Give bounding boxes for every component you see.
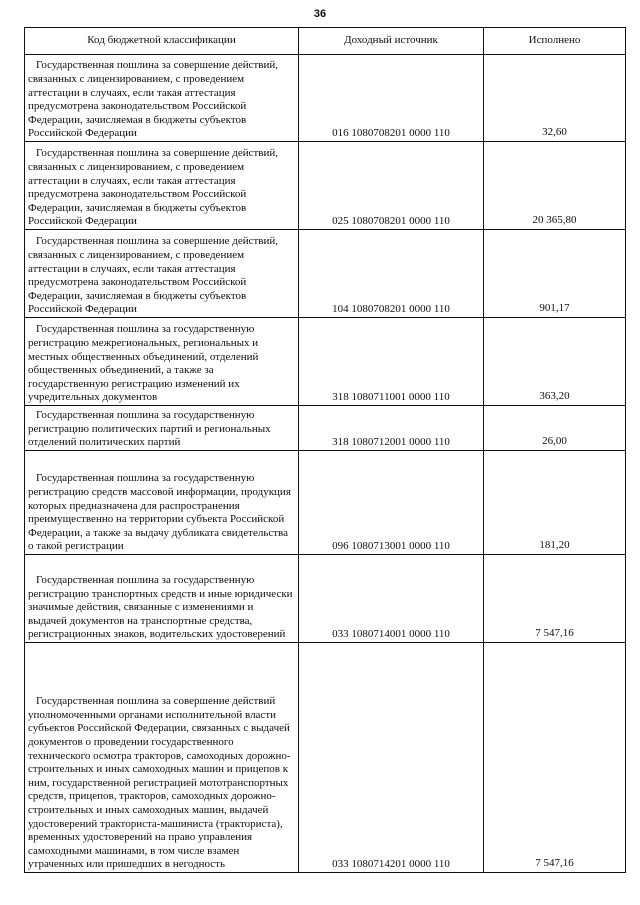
header-executed: Исполнено [484,28,626,55]
row-description-cell [25,230,299,318]
row-description-cell [25,142,299,230]
row-description: Государственная пошлина за государственную регистрацию транспортных средств и иные юридически значимые действия, связанные с изменениями и выдачей документов на транспортные средства, регистрационных знаков, водительских удостоверений [28,574,293,641]
row-amount: 7 547,16 [535,627,574,640]
row-amount: 181,20 [539,539,570,552]
row-description-cell [25,318,299,406]
row-source-code: 096 1080713001 0000 110 [299,451,484,555]
row-source-code: 318 1080711001 0000 110 [299,318,484,406]
row-description-cell [25,55,299,142]
row-description: Государственная пошлина за совершение действий, связанных с лицензированием, с проведением аттестации в случаях, если такая аттестация предусмотрена законодательством Российской Федерации, зачисляемая в бюджеты субъектов Российской Федерации [28,59,279,140]
page-number: 36 [313,8,327,20]
row-description: Государственная пошлина за совершение действий, связанных с лицензированием, с проведением аттестации в случаях, если такая аттестация предусмотрена законодательством Российской Федерации, зачисляемая в бюджеты субъектов Российской Федерации [28,147,279,228]
row-amount-cell [484,55,626,142]
row-description: Государственная пошлина за государственную регистрацию межрегиональных, региональных и местных общественных объединений, отделений общественных объединений, а также за государственную регистрацию изменений их учредительных документов [28,323,259,404]
row-description-cell [25,451,299,555]
table-row [25,555,626,643]
row-source-code: 104 1080708201 0000 110 [299,230,484,318]
header-source: Доходный источник [299,28,484,55]
row-description: Государственная пошлина за совершение действий уполномоченными органами исполнительной власти субъектов Российской Федерации, связанных с выдачей документов о проведении государственного технического осмотра тракторов, самоходных дорожно-строительных и иных самоходных машин и прицепов к ним, государственной регистрацией мототранспортных средств, прицепов, тракторов, самоходных дорожно-строительных и иных самоходных машин, выдачей удостоверений тракториста-машиниста (тракториста), временных удостоверений на право управления самоходными машинами, в том числе взамен утраченных или пришедших в негодность [28,695,291,871]
row-description-cell [25,643,299,873]
budget-income-table [24,27,626,873]
table-row [25,318,626,406]
row-amount-cell [484,406,626,451]
row-source-code: 318 1080712001 0000 110 [299,406,484,451]
table-row [25,230,626,318]
table-row [25,643,626,873]
row-amount: 20 365,80 [532,214,577,227]
row-source-code: 025 1080708201 0000 110 [299,142,484,230]
row-amount-cell [484,230,626,318]
row-description-cell [25,406,299,451]
row-description-cell [25,555,299,643]
table-row [25,55,626,142]
row-amount: 7 547,16 [535,857,574,870]
row-amount: 363,20 [539,390,570,403]
row-description: Государственная пошлина за государственную регистрацию политических партий и региональных отделений политических партий [28,409,271,449]
row-source-code: 016 1080708201 0000 110 [299,55,484,142]
table-row [25,142,626,230]
header-classification: Код бюджетной классификации [25,28,299,55]
row-amount-cell [484,451,626,555]
row-amount-cell [484,318,626,406]
row-source-code: 033 1080714201 0000 110 [299,643,484,873]
row-amount: 901,17 [539,302,570,315]
row-description: Государственная пошлина за совершение действий, связанных с лицензированием, с проведением аттестации в случаях, если такая аттестация предусмотрена законодательством Российской Федерации, зачисляемая в бюджеты субъектов Российской Федерации [28,235,279,316]
row-description: Государственная пошлина за государственную регистрацию средств массовой информации, продукция которых предназначена для распространения преимущественно на территории субъекта Российской Федерации, а также за выдачу дубликата свидетельства о такой регистрации [28,472,291,553]
row-amount: 26,00 [542,435,567,448]
table-row [25,451,626,555]
table-header-row [25,28,626,55]
row-amount-cell [484,643,626,873]
row-amount: 32,60 [542,126,567,139]
table-row [25,406,626,451]
row-amount-cell [484,555,626,643]
row-amount-cell [484,142,626,230]
row-source-code: 033 1080714001 0000 110 [299,555,484,643]
